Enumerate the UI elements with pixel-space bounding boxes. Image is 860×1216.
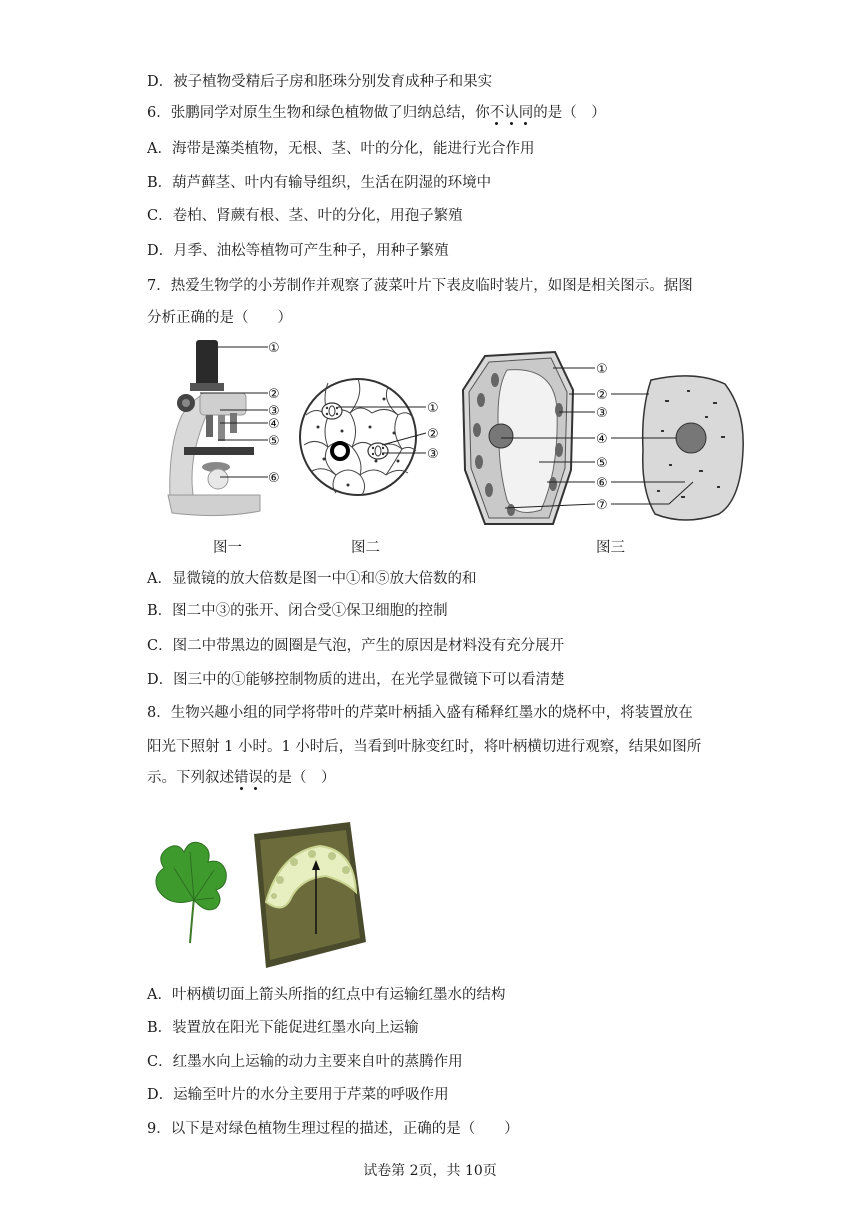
fig1-label-2: ② (268, 387, 280, 402)
q7-stem-line-1: 7．热爱生物学的小芳制作并观察了菠菜叶片下表皮临时装片，如图是相关图示。据图 (147, 278, 693, 294)
fig1-caption: 图一 (213, 540, 242, 556)
fig3-label-1: ① (596, 362, 608, 377)
q6-emphasis-1: 不 (489, 105, 505, 121)
q8-option-a: A．叶柄横切面上箭头所指的红点中有运输红墨水的结构 (147, 987, 506, 1003)
fig2-label-3: ③ (427, 447, 439, 462)
q8-stem-line-2: 阳光下照射 1 小时。1 小时后，当看到叶脉变红时，将叶柄横切进行观察，结果如图所 (147, 739, 702, 755)
fig2-caption: 图二 (351, 540, 380, 556)
fig3-label-5: ⑤ (596, 456, 608, 471)
fig3-label-4: ④ (596, 432, 608, 447)
q8-stem-pre: 示。下列叙述 (147, 770, 234, 786)
q9-stem: 9．以下是对绿色植物生理过程的描述，正确的是（ ） (147, 1121, 519, 1137)
microscope-figure (160, 335, 295, 525)
fig2-label-2: ② (427, 427, 439, 442)
fig1-label-4: ④ (268, 417, 280, 432)
fig3-label-6: ⑥ (596, 476, 608, 491)
q6-stem-post: 的是（ ） (533, 105, 606, 121)
fig3-caption: 图三 (596, 540, 625, 556)
q6-option-a: A．海带是藻类植物，无根、茎、叶的分化，能进行光合作用 (147, 141, 535, 157)
q8-emphasis-1: 错 (234, 770, 249, 786)
fig3-label-3: ③ (596, 406, 608, 421)
fig2-label-1: ① (427, 401, 439, 416)
animal-cell (643, 376, 744, 520)
q6-option-c: C．卷柏、肾蕨有根、茎、叶的分化，用孢子繁殖 (147, 208, 463, 224)
q8-stem-line-1: 8．生物兴趣小组的同学将带叶的芹菜叶柄插入盛有稀释红墨水的烧杯中，将装置放在 (147, 705, 693, 721)
q7-option-d: D．图三中的①能够控制物质的进出，在光学显微镜下可以看清楚 (147, 672, 565, 688)
q6-stem (147, 102, 606, 124)
q6-emphasis-3: 同 (518, 105, 534, 121)
cell-comparison-figure (455, 350, 755, 530)
q6-option-b: B．葫芦藓茎、叶内有输导组织，生活在阴湿的环境中 (147, 175, 492, 191)
q8-option-c: C．红墨水向上运输的动力主要来自叶的蒸腾作用 (147, 1054, 463, 1070)
fig3-label-7: ⑦ (596, 498, 608, 513)
microscope-drawing (168, 340, 260, 516)
epidermis-view-figure (298, 375, 448, 505)
q5-option-d: D．被子植物受精后子房和胚珠分别发育成种子和果实 (147, 74, 493, 90)
q8-stem-line-3 (147, 767, 336, 789)
q8-emphasis-2: 误 (248, 770, 263, 786)
q6-option-d: D．月季、油松等植物可产生种子，用种子繁殖 (147, 243, 449, 259)
guard-cells-lower (368, 443, 388, 459)
guard-cells-upper (322, 403, 342, 419)
q7-option-a: A．显微镜的放大倍数是图一中①和⑤放大倍数的和 (147, 571, 477, 587)
fig1-label-6: ⑥ (268, 471, 280, 486)
q6-emphasis-2: 认 (504, 105, 519, 121)
q7-stem-line-2: 分析正确的是（ ） (147, 310, 292, 326)
fig1-label-3: ③ (268, 404, 280, 419)
page-footer: 试卷第 2页，共 10页 (363, 1163, 497, 1179)
fig1-label-5: ⑤ (268, 434, 280, 449)
fig1-label-1: ① (268, 341, 280, 356)
q7-option-b: B．图二中③的张开、闭合受①保卫细胞的控制 (147, 603, 448, 619)
q7-option-c: C．图二中带黑边的圆圈是气泡，产生的原因是材料没有充分展开 (147, 638, 565, 654)
petiole-cross-section-image (250, 822, 368, 970)
q8-option-d: D．运输至叶片的水分主要用于芹菜的呼吸作用 (147, 1087, 449, 1103)
celery-leaf-image (150, 838, 230, 948)
q8-stem-post: 的是（ ） (263, 770, 336, 786)
air-bubble (332, 443, 348, 459)
q6-stem-pre: 6．张鹏同学对原生生物和绿色植物做了归纳总结，你 (147, 105, 490, 121)
fig3-label-2: ② (596, 388, 608, 403)
q8-option-b: B．装置放在阳光下能促进红墨水向上运输 (147, 1020, 419, 1036)
